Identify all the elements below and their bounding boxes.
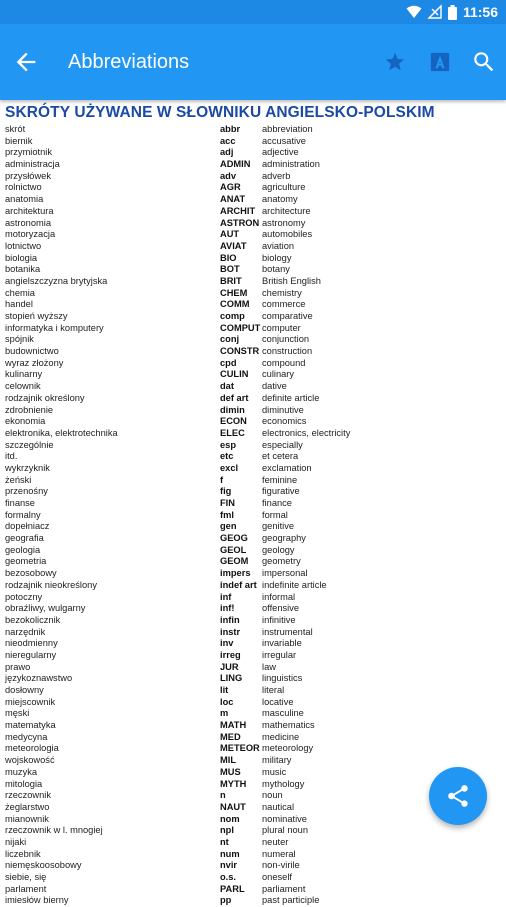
- polish-term: bezokolicznik: [5, 614, 61, 625]
- english-term: parliament: [262, 883, 306, 894]
- polish-term: botanika: [5, 264, 41, 275]
- table-row: [0, 299, 506, 311]
- english-term: aviation: [262, 240, 295, 251]
- table-row: [0, 323, 506, 335]
- abbreviation: adv: [220, 170, 237, 181]
- polish-term: astronomia: [5, 217, 51, 228]
- english-term: oneself: [262, 872, 292, 882]
- table-row: [0, 755, 506, 767]
- english-term: comparative: [262, 311, 313, 321]
- english-term: offensive: [262, 603, 300, 614]
- polish-term: językoznawstwo: [5, 673, 73, 684]
- polish-term: muzyka: [5, 766, 38, 777]
- english-term: military: [262, 755, 292, 766]
- polish-term: kulinarny: [5, 369, 43, 380]
- polish-term: elektronika, elektrotechnika: [5, 427, 118, 438]
- abbreviation: inf!: [220, 603, 235, 614]
- english-term: electronics, electricity: [262, 427, 351, 438]
- polish-term: żeglarstwo: [5, 801, 50, 812]
- polish-term: parlament: [5, 883, 47, 894]
- polish-term: męski: [5, 708, 30, 719]
- table-row: [0, 849, 506, 861]
- polish-term: przenośny: [5, 486, 48, 497]
- polish-term: spójnik: [5, 334, 34, 345]
- abbreviation: inv: [220, 638, 234, 649]
- abbreviation: JUR: [220, 661, 239, 672]
- table-row: [0, 194, 506, 206]
- english-term: meteorology: [262, 743, 314, 754]
- table-row: [0, 475, 506, 487]
- abbreviation: adj: [220, 147, 234, 158]
- font-size-button[interactable]: [428, 50, 452, 74]
- english-term: genitive: [262, 521, 295, 532]
- table-row: [0, 171, 506, 183]
- polish-term: architektura: [5, 205, 54, 216]
- table-row: [0, 580, 506, 592]
- english-term: plural noun: [262, 825, 309, 836]
- polish-term: anatomia: [5, 194, 44, 205]
- abbreviation: dimin: [220, 404, 245, 415]
- english-term: biology: [262, 252, 292, 263]
- abbreviation: dat: [220, 381, 234, 392]
- search-button[interactable]: [472, 50, 496, 74]
- polish-term: biernik: [5, 135, 33, 146]
- abbreviation: CULIN: [220, 369, 249, 380]
- english-term: finance: [262, 498, 292, 508]
- font-a-icon: [429, 51, 451, 73]
- polish-term: nijaki: [5, 836, 27, 847]
- table-row: [0, 288, 506, 300]
- table-row: [0, 498, 506, 510]
- table-row: [0, 346, 506, 358]
- polish-term: nieodmienny: [5, 638, 58, 649]
- abbreviation: loc: [220, 696, 234, 707]
- english-term: figurative: [262, 486, 300, 497]
- english-term: law: [262, 661, 276, 672]
- table-row: [0, 650, 506, 662]
- abbreviation: esp: [220, 439, 237, 450]
- abbreviation: ANAT: [220, 194, 246, 205]
- polish-term: dosłowny: [5, 685, 44, 695]
- table-row: [0, 159, 506, 171]
- english-term: music: [262, 766, 287, 777]
- english-term: computer: [262, 322, 301, 333]
- abbreviation: irreg: [220, 649, 241, 660]
- abbreviation: AVIAT: [220, 240, 247, 251]
- english-term: culinary: [262, 369, 295, 380]
- table-row: [0, 147, 506, 159]
- polish-term: finanse: [5, 498, 35, 508]
- abbreviation: ARCHIT: [220, 205, 256, 216]
- english-term: noun: [262, 790, 283, 801]
- table-row: [0, 358, 506, 370]
- english-term: adjective: [262, 147, 299, 158]
- polish-term: prawo: [5, 661, 31, 672]
- english-term: accusative: [262, 135, 306, 146]
- english-term: neuter: [262, 836, 289, 847]
- english-term: British English: [262, 275, 321, 286]
- polish-term: siebie, się: [5, 872, 47, 882]
- polish-term: rzeczownik w l. mnogiej: [5, 825, 103, 836]
- abbreviation: MATH: [220, 720, 247, 731]
- favorite-button[interactable]: [383, 50, 407, 74]
- table-row: [0, 253, 506, 265]
- table-row: [0, 825, 506, 837]
- table-row: [0, 182, 506, 194]
- arrow-left-icon: [12, 48, 40, 76]
- app-bar: [0, 24, 506, 100]
- abbreviation: def art: [220, 392, 249, 403]
- abbreviation: nom: [220, 813, 240, 824]
- abbreviation: n: [220, 790, 226, 801]
- share-icon: [445, 783, 471, 809]
- polish-term: wyraz złożony: [5, 357, 64, 368]
- polish-term: geologia: [5, 544, 41, 555]
- polish-term: przymiotnik: [5, 147, 53, 158]
- english-term: especially: [262, 439, 303, 450]
- table-row: [0, 708, 506, 720]
- abbreviation: MYTH: [220, 778, 247, 789]
- polish-term: informatyka i komputery: [5, 322, 104, 333]
- abbreviation: BRIT: [220, 275, 242, 286]
- polish-term: medycyna: [5, 731, 48, 742]
- polish-term: szczególnie: [5, 439, 54, 450]
- english-term: compound: [262, 357, 306, 368]
- status-icons: [406, 3, 498, 21]
- abbreviation: MIL: [220, 755, 237, 766]
- english-term: past participle: [262, 895, 320, 906]
- abbreviation: m: [220, 708, 229, 719]
- english-term: medicine: [262, 731, 300, 742]
- abbreviation: instr: [220, 626, 241, 637]
- abbreviation: ASTRON: [220, 217, 260, 228]
- abbreviation: num: [220, 848, 240, 859]
- table-row: [0, 615, 506, 627]
- share-button[interactable]: [429, 767, 487, 825]
- english-term: mathematics: [262, 720, 315, 731]
- english-term: chemistry: [262, 287, 302, 298]
- section-heading: SKRÓTY UŻYWANE W SŁOWNIKU ANGIELSKO-POLSKIM: [5, 104, 435, 121]
- table-row: [0, 872, 506, 884]
- abbreviation: AUT: [220, 229, 240, 240]
- english-term: formal: [262, 509, 288, 520]
- table-row: [0, 603, 506, 615]
- polish-term: motoryzacja: [5, 229, 56, 240]
- table-row: [0, 241, 506, 253]
- english-term: impersonal: [262, 568, 308, 579]
- polish-term: stopień wyższy: [5, 311, 68, 321]
- polish-term: wykrzyknik: [5, 462, 50, 473]
- abbreviation: BOT: [220, 264, 240, 275]
- abbreviation: GEOL: [220, 544, 247, 555]
- polish-term: narzędnik: [5, 626, 46, 637]
- english-term: automobiles: [262, 229, 313, 240]
- abbreviation: npl: [220, 825, 234, 836]
- english-term: nominative: [262, 813, 307, 824]
- table-row: [0, 592, 506, 604]
- abbreviation: NAUT: [220, 801, 246, 812]
- english-term: linguistics: [262, 673, 303, 684]
- english-term: geology: [262, 544, 295, 555]
- abbreviation: COMM: [220, 299, 250, 310]
- table-row: [0, 521, 506, 533]
- abbreviation: comp: [220, 311, 245, 321]
- abbreviation: indef art: [220, 579, 257, 590]
- abbreviation: MUS: [220, 766, 241, 777]
- abbreviation: excl: [220, 462, 239, 473]
- english-term: administration: [262, 159, 320, 170]
- polish-term: celownik: [5, 381, 41, 392]
- polish-term: zdrobnienie: [5, 404, 54, 415]
- polish-term: handel: [5, 299, 33, 310]
- table-row: [0, 136, 506, 148]
- english-term: anatomy: [262, 194, 298, 205]
- abbreviation: cpd: [220, 357, 237, 368]
- english-term: dative: [262, 381, 287, 392]
- table-row: [0, 533, 506, 545]
- table-row: [0, 720, 506, 732]
- english-term: exclamation: [262, 462, 312, 473]
- battery-icon: [448, 5, 457, 20]
- table-row: [0, 428, 506, 440]
- polish-term: geografia: [5, 533, 44, 544]
- english-term: informal: [262, 591, 296, 602]
- table-row: [0, 638, 506, 650]
- polish-term: miejscownik: [5, 696, 56, 707]
- english-term: adverb: [262, 170, 291, 181]
- english-term: conjunction: [262, 334, 310, 345]
- english-term: geography: [262, 533, 306, 544]
- table-row: [0, 218, 506, 230]
- english-term: botany: [262, 264, 290, 275]
- table-row: [0, 440, 506, 452]
- polish-term: angielszczyzna brytyjska: [5, 275, 108, 286]
- star-icon: [384, 51, 406, 73]
- abbreviation: AGR: [220, 182, 241, 193]
- polish-term: ekonomia: [5, 416, 46, 427]
- abbreviation: conj: [220, 334, 240, 345]
- polish-term: itd.: [5, 451, 18, 462]
- abbreviation: BIO: [220, 252, 237, 263]
- table-row: [0, 381, 506, 393]
- polish-term: biologia: [5, 252, 38, 263]
- table-row: [0, 743, 506, 755]
- english-term: instrumental: [262, 626, 313, 637]
- table-row: [0, 229, 506, 241]
- abbreviation: CHEM: [220, 287, 248, 298]
- polish-term: niemęskoosobowy: [5, 860, 82, 871]
- polish-term: skrót: [5, 124, 26, 134]
- abbreviation: ECON: [220, 416, 247, 427]
- table-row: [0, 311, 506, 323]
- english-term: astronomy: [262, 217, 306, 228]
- english-term: numeral: [262, 848, 296, 859]
- polish-term: liczebnik: [5, 848, 41, 859]
- english-term: architecture: [262, 205, 311, 216]
- english-term: abbreviation: [262, 124, 313, 134]
- table-row: [0, 895, 506, 907]
- polish-term: administracja: [5, 159, 60, 170]
- table-row: [0, 545, 506, 557]
- abbreviation: GEOM: [220, 556, 249, 567]
- abbreviation: f: [220, 474, 224, 485]
- abbreviation: fig: [220, 486, 232, 497]
- table-row: [0, 627, 506, 639]
- table-row: [0, 405, 506, 417]
- table-row: [0, 124, 506, 136]
- english-term: nautical: [262, 801, 295, 812]
- table-row: [0, 814, 506, 826]
- table-row: [0, 264, 506, 276]
- abbreviation: gen: [220, 521, 237, 532]
- table-row: [0, 662, 506, 674]
- polish-term: rolnictwo: [5, 182, 42, 193]
- english-term: et cetera: [262, 451, 299, 462]
- abbreviation: abbr: [220, 124, 241, 134]
- table-row: [0, 860, 506, 872]
- table-row: [0, 369, 506, 381]
- back-button[interactable]: [12, 48, 40, 76]
- english-term: commerce: [262, 299, 306, 310]
- english-term: indefinite article: [262, 579, 327, 590]
- table-row: [0, 685, 506, 697]
- polish-term: przysłówek: [5, 170, 51, 181]
- english-term: non-virile: [262, 860, 300, 871]
- abbreviation: lit: [220, 685, 229, 695]
- table-row: [0, 416, 506, 428]
- english-term: literal: [262, 685, 285, 695]
- polish-term: obraźliwy, wulgarny: [5, 603, 86, 614]
- abbreviation: pp: [220, 895, 232, 906]
- abbreviation: impers: [220, 568, 251, 579]
- table-row: [0, 276, 506, 288]
- polish-term: rodzajnik określony: [5, 392, 85, 403]
- english-term: agriculture: [262, 182, 306, 193]
- abbreviation: COMPUT: [220, 322, 261, 333]
- table-row: [0, 767, 506, 779]
- abbreviation: nvir: [220, 860, 238, 871]
- english-term: definite article: [262, 392, 320, 403]
- polish-term: dopełniacz: [5, 521, 50, 532]
- table-row: [0, 837, 506, 849]
- abbreviation: o.s.: [220, 872, 237, 882]
- polish-term: matematyka: [5, 720, 56, 731]
- english-term: economics: [262, 416, 307, 427]
- table-row: [0, 510, 506, 522]
- table-row: [0, 732, 506, 744]
- abbreviation: ADMIN: [220, 159, 251, 170]
- abbreviation: MED: [220, 731, 241, 742]
- abbreviation: fml: [220, 509, 234, 520]
- english-term: feminine: [262, 474, 298, 485]
- polish-term: nieregularny: [5, 649, 57, 660]
- page-title: Abbreviations: [68, 51, 190, 73]
- polish-term: bezosobowy: [5, 568, 57, 579]
- english-term: irregular: [262, 649, 297, 660]
- polish-term: geometria: [5, 556, 47, 567]
- polish-term: formalny: [5, 509, 41, 520]
- english-term: masculine: [262, 708, 304, 719]
- english-term: invariable: [262, 638, 302, 649]
- signal-icon: [428, 5, 442, 19]
- table-row: [0, 556, 506, 568]
- wifi-icon: [406, 5, 422, 19]
- polish-term: mitologia: [5, 778, 43, 789]
- polish-term: budownictwo: [5, 346, 59, 357]
- english-term: infinitive: [262, 614, 296, 625]
- abbreviation: GEOG: [220, 533, 248, 544]
- table-row: [0, 568, 506, 580]
- table-row: [0, 697, 506, 709]
- abbreviation: CONSTR: [220, 346, 260, 357]
- abbreviation: ELEC: [220, 427, 245, 438]
- polish-term: wojskowość: [5, 755, 55, 766]
- table-row: [0, 206, 506, 218]
- polish-term: lotnictwo: [5, 240, 42, 251]
- status-bar: [0, 0, 506, 24]
- polish-term: rzeczownik: [5, 790, 51, 801]
- status-time: 11:56: [462, 4, 498, 20]
- abbreviation: inf: [220, 591, 232, 602]
- polish-term: chemia: [5, 287, 35, 298]
- table-row: [0, 451, 506, 463]
- search-icon: [471, 49, 497, 75]
- abbreviation: LING: [220, 673, 243, 684]
- table-row: [0, 673, 506, 685]
- english-term: mythology: [262, 778, 305, 789]
- polish-term: mianownik: [5, 813, 49, 824]
- polish-term: żeński: [5, 474, 32, 485]
- english-term: diminutive: [262, 404, 304, 415]
- english-term: construction: [262, 346, 313, 357]
- table-row: [0, 393, 506, 405]
- polish-term: rodzajnik nieokreślony: [5, 579, 97, 590]
- table-row: [0, 486, 506, 498]
- abbreviation: PARL: [220, 883, 245, 894]
- polish-term: potoczny: [5, 591, 43, 602]
- abbreviations-content[interactable]: [0, 100, 506, 906]
- abbreviation: etc: [220, 451, 234, 462]
- abbreviation: METEOR: [220, 743, 260, 754]
- english-term: geometry: [262, 556, 301, 567]
- polish-term: imiesłów bierny: [5, 895, 69, 906]
- table-row: [0, 334, 506, 346]
- abbreviation: nt: [220, 836, 229, 847]
- abbreviation: infin: [220, 614, 240, 625]
- english-term: locative: [262, 696, 294, 707]
- abbreviation: acc: [220, 135, 236, 146]
- table-row: [0, 884, 506, 896]
- abbreviation: FIN: [220, 498, 235, 508]
- polish-term: meteorologia: [5, 743, 59, 754]
- table-row: [0, 463, 506, 475]
